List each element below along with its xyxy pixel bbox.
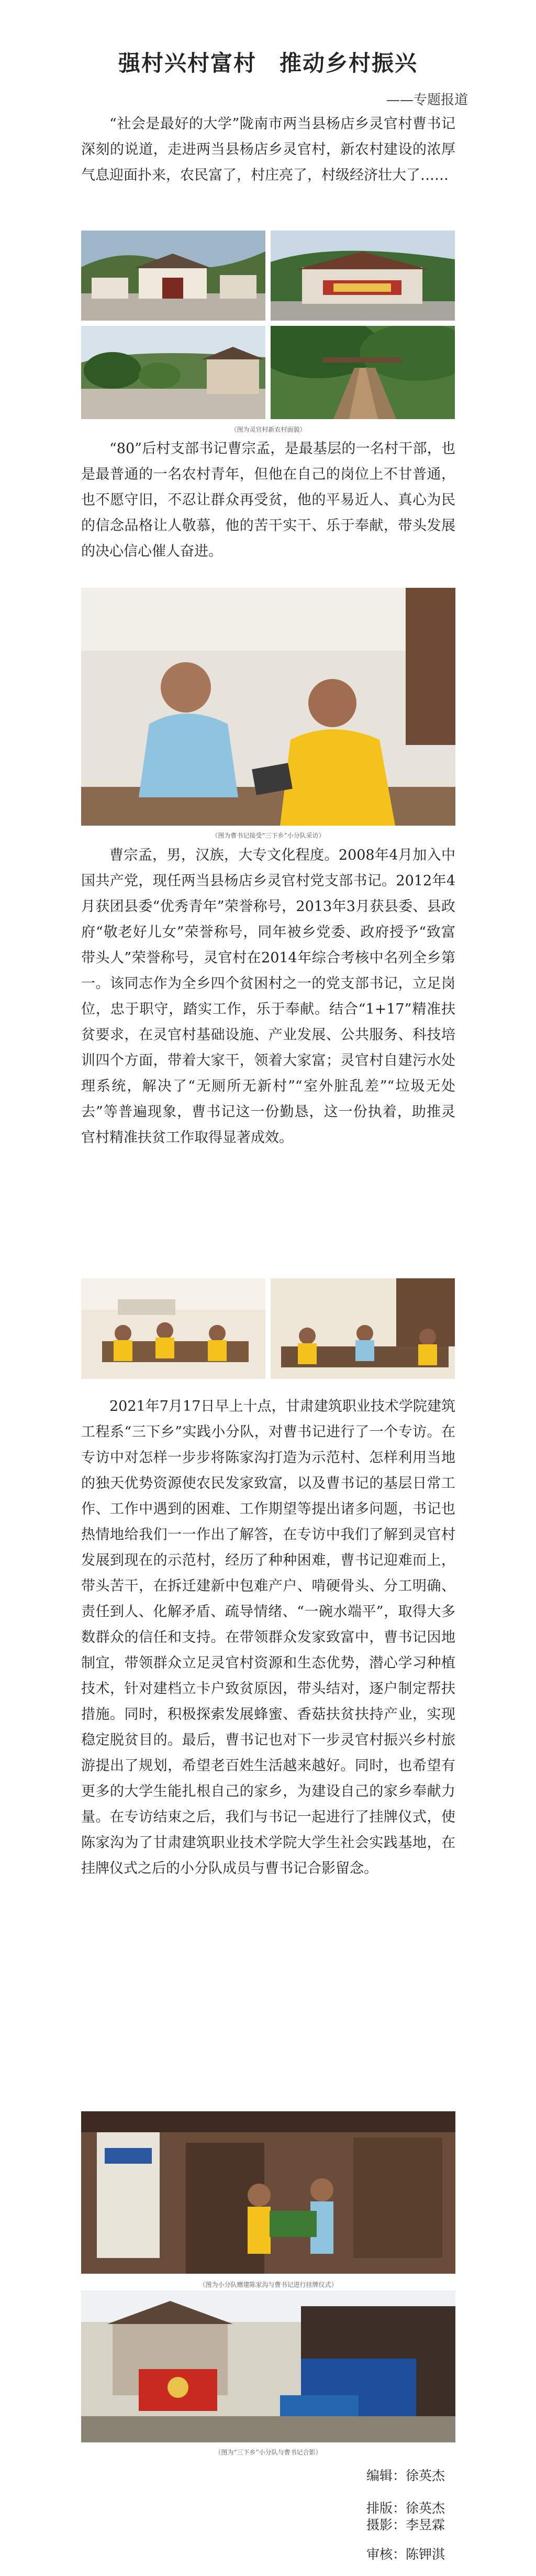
photo-village-sign bbox=[271, 231, 455, 321]
photo-village-square bbox=[81, 326, 265, 419]
page-title bbox=[0, 46, 536, 78]
photo-interview bbox=[81, 588, 455, 826]
paragraph-intro bbox=[81, 111, 455, 188]
credit-editor: 编辑：徐英杰 bbox=[366, 2468, 445, 2483]
photo-village-gate bbox=[81, 231, 265, 321]
credit-review: 审核：陈钾淇 bbox=[366, 2547, 445, 2562]
paragraph-visit bbox=[81, 1394, 455, 1881]
caption-group: （图为“三下乡”小分队与曹书记合影） bbox=[215, 2449, 322, 2456]
caption-village: （图为灵官村新农村面貌） bbox=[230, 426, 306, 433]
paragraph-1-text: “社会是最好的大学”陇南市两当县杨店乡灵官村曹书记深刻的说道，走进两当县杨店乡灵官村，新农村建设的浓厚气息迎面扑来，农民富了，村庄亮了，村级经济壮大了…… bbox=[81, 116, 455, 183]
subtitle: ——专题报道 bbox=[386, 92, 468, 108]
photo-group bbox=[81, 2290, 455, 2442]
photo-meeting-1 bbox=[81, 1278, 265, 1379]
paragraph-profile bbox=[81, 842, 455, 1150]
caption-plaque: （图为小分队赠建陈家沟与曹书记进行挂牌仪式） bbox=[199, 2281, 338, 2288]
credit-layout: 排版：徐英杰 bbox=[366, 2501, 445, 2516]
caption-interview: （图为曹书记接受“三下乡”小分队采访） bbox=[211, 832, 325, 839]
title-part-1: 强村兴村富村 bbox=[118, 50, 256, 76]
photo-village-bridge bbox=[271, 326, 455, 419]
title-part-2: 推动乡村振兴 bbox=[280, 50, 418, 76]
paragraph-3-text: 曹宗孟，男，汉族，大专文化程度。2008年4月加入中国共产党，现任两当县杨店乡灵官村党支部书记。2012年4月获团县委“优秀青年”荣誉称号，2013年3月获县委、县政府“敬老好儿女”荣誉称号，同年被乡党委、政府授予“致富带头人”荣誉称号，灵官村在2014年综合考核中名列全乡第一。该同志作为全乡四个贫困村之一的党支部书记，立足岗位，忠于职守，踏实工作，乐于奉献。结合“1+17”精准扶贫要求，在灵官村基础设施、产业发展、公共服务、科技培训四个方面，带着大家干，领着大家富；灵官村自建污水处理系统，解决了“无厕所无新村”“室外脏乱差”“垃圾无处去”等普遍现象，曹书记这一份勤恳，这一份执着，助推灵官村精准扶贫工作取得显著成效。 bbox=[81, 847, 455, 1146]
paragraph-2-text: “80”后村支部书记曹宗孟，是最基层的一名村干部，也是最普通的一名农村青年，但他在自己的岗位上不甘普通，也不愿守旧，不忍让群众再受贫，他的平易近人、真心为民的信念品格让人敬慕，他的苦干实干、乐于奉献，带头发展的决心信心催人奋进。 bbox=[81, 441, 455, 560]
credit-photo: 摄影：李昱霖 bbox=[366, 2517, 445, 2533]
paragraph-4-text: 2021年7月17日早上十点，甘肃建筑职业技术学院建筑工程系“三下乡”实践小分队，对曹书记进行了一个专访。在专访中对怎样一步步将陈家沟打造为示范村、怎样利用当地的独天优势资源使农民发家致富，以及曹书记的基层日常工作、工作中遇到的困难、工作期望等提出诸多问题，书记也热情地给我们一一作出了解答，在专访中我们了解到灵官村发展到现在的示范村，经历了种种困难，曹书记迎难而上，带头苦干，在拆迁建新中包难产户、啃硬骨头、分工明确、责任到人、化解矛盾、疏导情绪、“一碗水端平”，取得大多数群众的信任和支持。在带领群众发家致富中，曹书记因地制宜，带领群众立足灵官村资源和生态优势，潜心学习种植技术，针对建档立卡户致贫原因，带头结对，逐户制定帮扶措施。同时，积极探索发展蜂蜜、香菇扶贫扶持产业，实现稳定脱贫目的。最后，曹书记也对下一步灵官村振兴乡村旅游提出了规划，希望老百姓生活越来越好。同时，也希望有更多的大学生能扎根自己的家乡，为建设自己的家乡奉献力量。在专访结束之后，我们与书记一起进行了挂牌仪式，使陈家沟为了甘肃建筑职业技术学院大学生社会实践基地，在挂牌仪式之后的小分队成员与曹书记合影留念。 bbox=[81, 1398, 455, 1877]
photo-plaque-ceremony bbox=[81, 2111, 455, 2274]
photo-meeting-2 bbox=[271, 1278, 455, 1379]
paragraph-secretary bbox=[81, 436, 455, 564]
